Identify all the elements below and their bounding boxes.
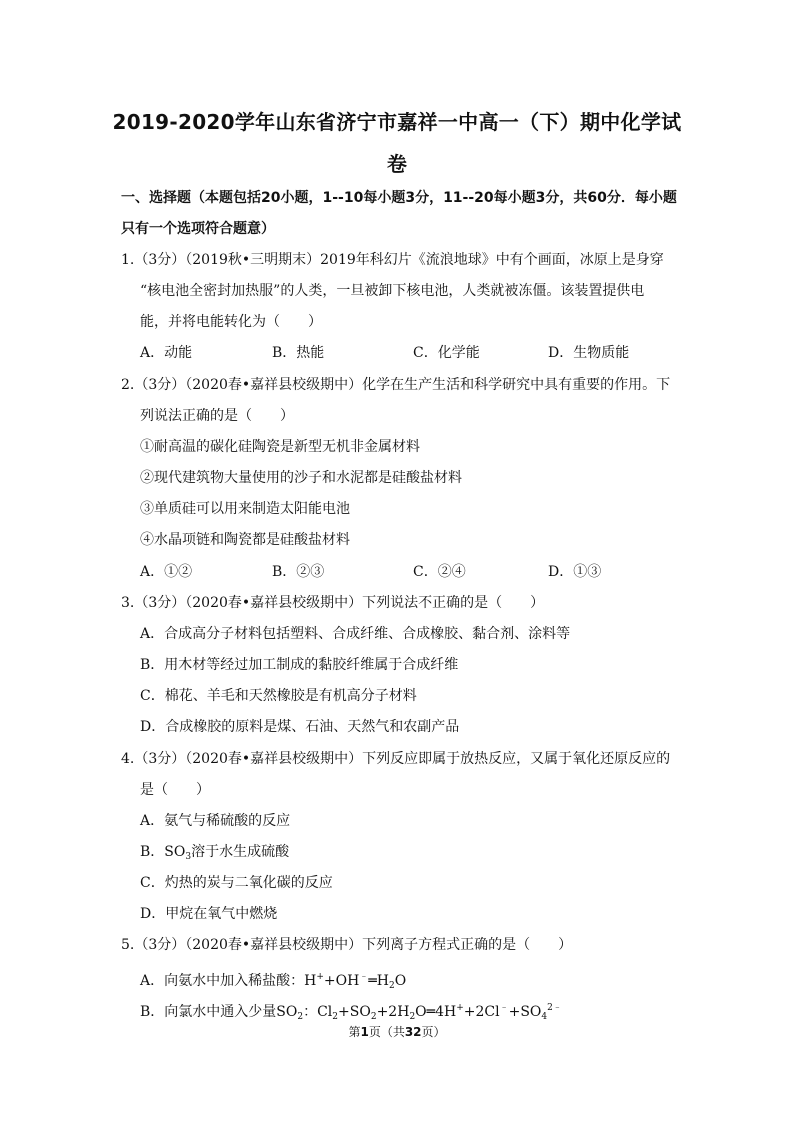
q2-option-a: A．①②: [140, 564, 193, 580]
q3-option-c: C．棉花、羊毛和天然橡胶是有机高分子材料: [140, 688, 417, 704]
q3-stem: 3.（3分）（2020春•嘉祥县校级期中）下列说法不正确的是（ ）: [121, 595, 545, 611]
q4-option-a: A．氨气与稀硫酸的反应: [140, 813, 291, 829]
q2-option-d: D．①③: [548, 564, 602, 580]
q2-option-c: C．②④: [413, 564, 466, 580]
q1-option-a: A．动能: [140, 345, 193, 361]
q5-stem: 5.（3分）（2020春•嘉祥县校级期中）下列离子方程式正确的是（ ）: [121, 937, 573, 953]
q3-option-b: B．用木材等经过加工制成的黏胶纤维属于合成纤维: [140, 657, 459, 673]
q1-stem-line2: “核电池全密封加热服”的人类，一旦被卸下核电池，人类就被冻僵。该装置提供电: [140, 283, 645, 299]
q5-option-b: B．向氯水中通入少量$SO_2$：$Cl_2+SO_2+2H_2O═4H^++2Cl^﹣+SO_4^{2﹣}$: [140, 1003, 562, 1022]
q4-stem-line2: 是（ ）: [140, 782, 210, 798]
q5-option-a: A．向氨水中加入稀盐酸：$H^++OH^﹣═H_2O$: [140, 972, 407, 991]
section-heading-line1: 一、选择题（本题包括20小题，1--10每小题3分，11--20每小题3分，共60分．每小题: [121, 190, 677, 206]
q2-item-1: ①耐高温的碳化硅陶瓷是新型无机非金属材料: [140, 439, 420, 455]
q3-option-a: A．合成高分子材料包括塑料、合成纤维、合成橡胶、黏合剂、涂料等: [140, 626, 571, 642]
q2-stem-line1: 2.（3分）（2020春•嘉祥县校级期中）化学在生产生活和科学研究中具有重要的作用。下: [121, 377, 671, 393]
page-title-line1: 2019-2020学年山东省济宁市嘉祥一中高一（下）期中化学试: [112, 110, 682, 134]
q4-stem-line1: 4.（3分）（2020春•嘉祥县校级期中）下列反应即属于放热反应，又属于氧化还原反应的: [121, 751, 671, 767]
q2-option-b: B．②③: [272, 564, 325, 580]
q4-option-d: D．甲烷在氧气中燃烧: [140, 906, 278, 922]
q1-option-b: B．热能: [272, 345, 325, 361]
q4-option-c: C．灼热的炭与二氧化碳的反应: [140, 875, 333, 891]
q2-item-3: ③单质硅可以用来制造太阳能电池: [140, 501, 350, 517]
q1-option-c: C．化学能: [413, 345, 480, 361]
page-footer: 第1页（共32页）: [348, 1025, 446, 1039]
q3-option-d: D．合成橡胶的原料是煤、石油、天然气和农副产品: [140, 719, 460, 735]
q2-item-4: ④水晶项链和陶瓷都是硅酸盐材料: [140, 532, 350, 548]
q1-stem-line1: 1.（3分）（2019秋•三明期末）2019年科幻片《流浪地球》中有个画面，冰原上是身穿: [121, 252, 664, 268]
section-heading-line2: 只有一个选项符合题意）: [121, 221, 275, 237]
page-title-line2: 卷: [386, 152, 408, 176]
q2-stem-line2: 列说法正确的是（ ）: [140, 408, 294, 424]
q1-option-d: D．生物质能: [548, 345, 630, 361]
q2-item-2: ②现代建筑物大量使用的沙子和水泥都是硅酸盐材料: [140, 470, 462, 486]
q1-stem-line3: 能，并将电能转化为（ ）: [140, 314, 322, 330]
q4-option-b: B．$SO_3$溶于水生成硫酸: [140, 844, 290, 862]
